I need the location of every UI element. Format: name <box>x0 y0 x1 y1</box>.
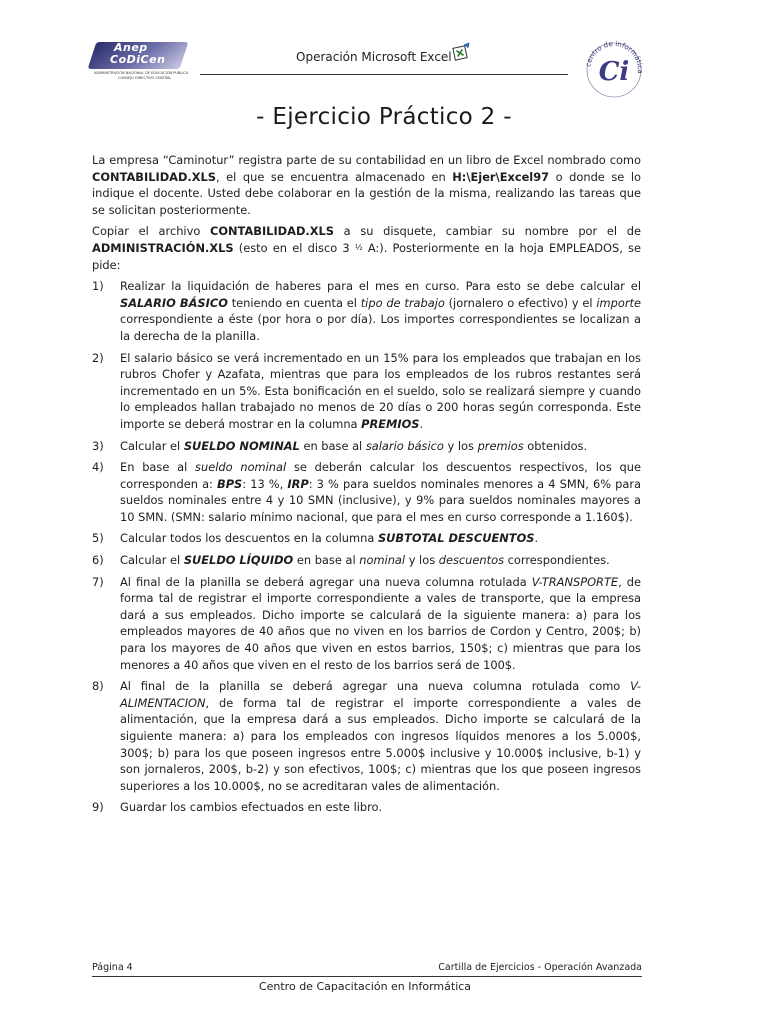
text-run: Realizar la liquidación de haberes para el mes en curso. Para esto se debe calcular el <box>120 279 641 294</box>
list-item <box>92 459 641 525</box>
item-number: 1) <box>92 279 104 294</box>
emphasis: sueldo nominal <box>195 460 287 475</box>
header-rule <box>200 74 568 75</box>
emphasis: tipo de trabajo <box>360 295 445 310</box>
intro-text: Copiar el archivo <box>92 224 210 239</box>
logo-line2: CoDiCen <box>110 53 166 66</box>
text-run: Calcular el <box>120 553 184 568</box>
text-run: (jornalero o efectivo) y el <box>444 295 597 310</box>
item-number: 8) <box>92 679 104 694</box>
list-item <box>92 278 641 344</box>
column-name: SUBTOTAL DESCUENTOS <box>377 531 535 546</box>
list-item <box>92 350 641 433</box>
footer-rule <box>92 976 642 977</box>
text-run: se deberán calcular los descuentos respectivos, los que corresponden a: <box>120 460 642 491</box>
text-run: , de forma tal de registrar el importe correspondiente a vales de transporte, que la empresa dará a sus empleados. Dicho importe se calculará de la siguiente manera: a) para los empleados mayores de 40 años que no viven en los barrios de Cordon y Centro, 200$; b) para los mayores de 40 años que viven en estos barrios, 150$; c) mientras que para los menores a 40 años que viven en el resto de los barrios será de 100$. <box>120 574 642 672</box>
tax-name: BPS <box>217 476 243 491</box>
text-run: correspondientes. <box>504 553 610 568</box>
item-number: 5) <box>92 531 104 546</box>
text-run: obtenidos. <box>523 438 588 453</box>
list-item <box>92 799 641 816</box>
list-item <box>92 574 641 674</box>
list-item <box>92 438 641 455</box>
intro-text: (esto en el disco 3 <box>233 240 355 255</box>
text-run: y los <box>443 438 478 453</box>
document-body <box>92 152 641 821</box>
list-item <box>92 678 641 794</box>
emphasis: premios <box>477 438 524 453</box>
header-title: Operación Microsoft Excel <box>296 50 452 64</box>
text-run: Al final de la planilla se deberá agregar una nueva columna rotulada <box>120 574 532 589</box>
item-text <box>120 438 641 455</box>
item-number: 9) <box>92 800 104 815</box>
item-text <box>120 678 641 794</box>
emphasis: V-TRANSPORTE <box>531 574 619 589</box>
item-number: 2) <box>92 350 104 365</box>
text-run: Calcular el <box>120 438 184 453</box>
fraction: ½ <box>354 242 363 252</box>
footer-organization: Centro de Capacitación en Informática <box>258 980 472 993</box>
text-run: El salario básico se verá incrementado en un 15% para los empleados que trabajan en los rubros Chofer y Azafata, mientras que para los empleados de los rubros restantes será incrementado en un 5%. Esta bonificación en el sueldo, solo se realizará siempre y cuando lo empleados hallan trabajado no menos de 20 días o 200 horas según corresponda. Este importe se deberá mostrar en la columna <box>120 350 641 431</box>
excel-icon <box>451 42 471 62</box>
intro-text: o donde se lo indique el docente. Usted debe colaborar en la gestión de la misma, realizando las tareas que se solicitan posteriormente. <box>92 169 641 217</box>
item-number: 6) <box>92 553 104 568</box>
item-text <box>120 350 641 433</box>
new-file-name: ADMINISTRACIÓN.XLS <box>92 240 234 255</box>
logo-ring-text: centro de informática <box>584 40 644 74</box>
item-text <box>120 574 641 674</box>
intro-text: A:). Posteriormente en la hoja EMPLEADOS, se pide: <box>92 240 641 272</box>
file-name: CONTABILIDAD.XLS <box>209 224 334 239</box>
text-run: Guardar los cambios efectuados en este libro. <box>120 800 382 815</box>
text-run: Calcular todos los descuentos en la columna <box>120 531 378 546</box>
logo-sub2: CONSEJO DIRECTIVO CENTRAL <box>118 76 172 80</box>
intro-text: , el que se encuentra almacenado en <box>216 169 453 184</box>
file-path: H:\Ejer\Excel97 <box>452 169 550 184</box>
text-run: En base al <box>120 460 196 475</box>
page-title: - Ejercicio Práctico 2 - <box>256 104 512 130</box>
intro-text: a su disquete, cambiar su nombre por el de <box>333 224 641 239</box>
emphasis: descuentos <box>438 553 505 568</box>
item-number: 7) <box>92 574 104 589</box>
emphasis: nominal <box>359 553 406 568</box>
text-run: en base al <box>299 438 366 453</box>
intro-paragraph-2 <box>92 223 641 273</box>
intro-text: La empresa “Caminotur” registra parte de su contabilidad en un libro de Excel nombrado como <box>92 153 641 167</box>
intro-paragraph-1 <box>92 152 641 218</box>
text-run: : 13 %, <box>242 476 288 491</box>
page-number: Página 4 <box>92 962 133 973</box>
item-text <box>120 799 641 816</box>
anep-codicen-logo <box>92 42 188 82</box>
column-name: SALARIO BÁSICO <box>120 295 228 310</box>
text-run: y los <box>405 553 439 568</box>
text-run: correspondiente a éste (por hora o por día). Los importes correspondientes se localizan a la derecha de la planilla. <box>120 312 641 343</box>
text-run: , de forma tal de registrar el importe correspondiente a vales de alimentación, que la empresa dará a sus empleados. Dicho importe se calculará de la siguiente manera: a) para los empleados con ingresos líquidos menores a los 5.000$, 300$; b) para los que poseen ingresos entre 5.000$ inclusive y 10.000$ inclusive, b-1) y son jornaleros, 200$, b-2) y son efectivos, 100$; c) mientras que los que poseen ingresos superiores a los 10.000$, no se acreditaran vales de alimentación. <box>120 695 641 793</box>
text-run: en base al <box>293 553 360 568</box>
logo-sub1: ADMINISTRACIÓN NACIONAL DE EDUCACIÓN PÚBLICA <box>94 71 189 75</box>
text-run: . <box>419 416 424 431</box>
list-item <box>92 552 641 569</box>
item-text <box>120 530 641 547</box>
column-name: PREMIOS <box>361 416 420 431</box>
emphasis: V-ALIMENTACION <box>120 679 641 710</box>
tax-name: IRP <box>287 476 309 491</box>
item-number: 4) <box>92 460 104 475</box>
text-run: teniendo en cuenta el <box>227 295 361 310</box>
text-run: . <box>534 531 539 546</box>
file-name: CONTABILIDAD.XLS <box>92 169 216 184</box>
column-name: SUELDO NOMINAL <box>183 438 300 453</box>
footer-booklet-title: Cartilla de Ejercicios - Operación Avanzada <box>438 962 642 973</box>
emphasis: importe <box>596 295 641 310</box>
item-number: 3) <box>92 438 104 453</box>
list-item <box>92 530 641 547</box>
item-text <box>120 278 641 344</box>
logo-line1: Anep <box>114 41 148 54</box>
text-run: Al final de la planilla se deberá agregar una nueva columna rotulada como <box>120 679 631 694</box>
text-run: : 3 % para sueldos nominales menores a 4 SMN, 6% para sueldos nominales entre 4 y 10 SMN (inclusive), y 9% para sueldos nominales mayores a 10 SMN. (SMN: salario mínimo nacional, que para el mes en curso corresponde a 1.160$). <box>120 476 642 524</box>
emphasis: salario básico <box>365 438 444 453</box>
logo-letters: Ci <box>598 57 630 87</box>
item-text <box>120 552 641 569</box>
item-text <box>120 459 641 525</box>
centro-informatica-logo <box>584 40 644 100</box>
column-name: SUELDO LÍQUIDO <box>183 553 294 568</box>
